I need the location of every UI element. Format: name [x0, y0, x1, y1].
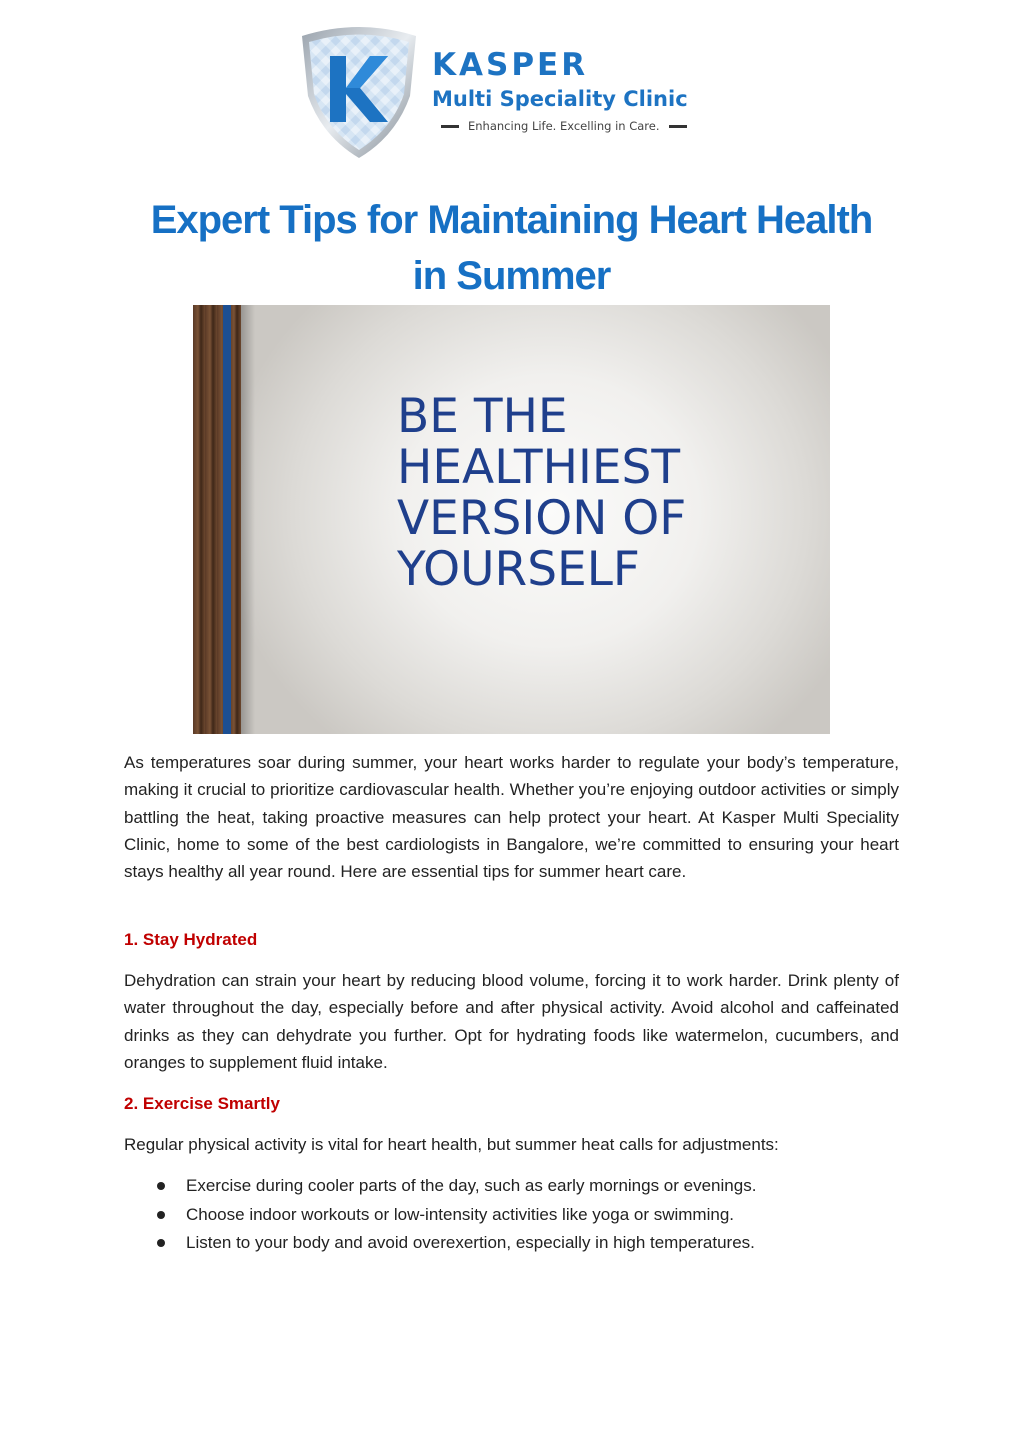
clinic-tagline	[432, 118, 696, 134]
bullet-icon	[157, 1211, 165, 1219]
shield-logo-icon	[296, 26, 422, 160]
section-heading-exercise: 2. Exercise Smartly	[124, 1094, 280, 1113]
clinic-logo	[296, 26, 716, 160]
bullet-icon	[157, 1239, 165, 1247]
list-item-text: Listen to your body and avoid overexertion, especially in high temperatures.	[186, 1233, 755, 1252]
list-item	[124, 1172, 899, 1201]
page-title	[100, 192, 923, 304]
list-item	[124, 1201, 899, 1230]
clinic-brand-name: KASPER	[432, 47, 589, 83]
exercise-paragraph: Regular physical activity is vital for heart health, but summer heat calls for adjustments:	[124, 1135, 779, 1154]
tagline-dash-right	[669, 125, 687, 128]
hydrated-section	[124, 967, 899, 1076]
slogan-line: YOURSELF	[397, 542, 640, 597]
section-heading-hydrated: 1. Stay Hydrated	[124, 930, 258, 949]
clinic-subtitle: Multi Speciality Clinic	[432, 87, 688, 111]
panel-shadow	[241, 305, 255, 734]
tagline-text: Enhancing Life. Excelling in Care.	[468, 119, 660, 133]
slogan-line: HEALTHIEST	[397, 440, 681, 495]
title-line-1: Expert Tips for Maintaining Heart Health	[150, 198, 873, 242]
hydrated-paragraph: Dehydration can strain your heart by reducing blood volume, forcing it to work harder. Drink plenty of water throughout the day, especially before and after physical activity. Avoid alcohol and caffeinated drinks as they can dehydrate you further. Opt for hydrating foods like watermelon, cucumbers, and oranges to supplement fluid intake.	[124, 971, 899, 1072]
bullet-icon	[157, 1182, 165, 1190]
slogan-line: VERSION OF	[397, 491, 687, 546]
blue-strip	[223, 305, 231, 734]
title-line-2: in Summer	[412, 254, 611, 298]
slogan-line: BE THE	[397, 389, 568, 444]
slogan-photo	[193, 305, 830, 734]
list-item-text: Choose indoor workouts or low-intensity activities like yoga or swimming.	[186, 1204, 734, 1224]
exercise-section	[124, 1131, 899, 1158]
tagline-dash-left	[441, 125, 459, 128]
wall-slogan	[397, 391, 686, 595]
list-item	[124, 1229, 899, 1258]
intro-section	[124, 749, 899, 885]
intro-paragraph: As temperatures soar during summer, your heart works harder to regulate your body’s temperature, making it crucial to prioritize cardiovascular health. Whether you’re enjoying outdoor activities or simply battling the heat, taking proactive measures can help protect your heart. At Kasper Multi Speciality Clinic, home to some of the best cardiologists in Bangalore, we’re committed to ensuring your heart stays healthy all year round. Here are essential tips for summer heart care.	[124, 753, 899, 882]
exercise-bullet-list	[124, 1172, 899, 1258]
wood-panel	[193, 305, 241, 734]
list-item-text: Exercise during cooler parts of the day, such as early mornings or evenings.	[186, 1176, 757, 1195]
